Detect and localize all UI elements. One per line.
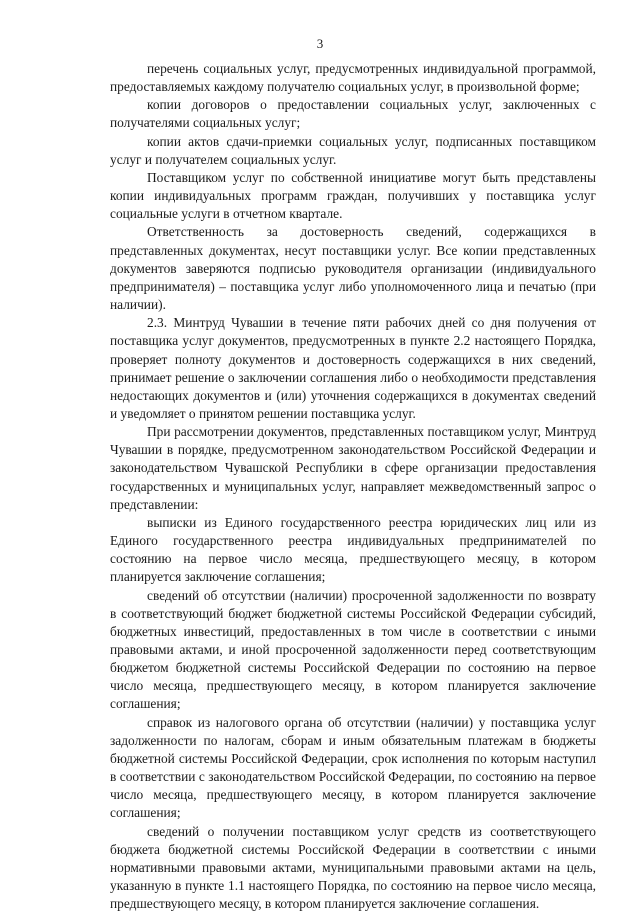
document-body xyxy=(110,60,596,913)
paragraph: справок из налогового органа об отсутствии (наличии) у поставщика услуг задолженности по налогам, сборам и иным обязательным платежам в бюджеты бюджетной системы Российской Федерации, срок исполнения по которым наступил в соответствии с законодательством Российской Федерации, по состоянию на первое число месяца, предшествующего месяцу, в котором планируется заключение соглашения; xyxy=(110,714,596,821)
page-number: 3 xyxy=(316,36,324,51)
paragraph: копии договоров о предоставлении социальных услуг, заключенных с получателями социальных услуг; xyxy=(110,97,596,131)
paragraph: При рассмотрении документов, представленных поставщиком услуг, Минтруд Чувашии в порядке, предусмотренном законодательством Российской Федерации и законодательством Чувашской Республики в сфере организации предоставления государственных и муниципальных услуг, направляет межведомственный запрос о представлении: xyxy=(110,424,596,512)
paragraph: Поставщиком услуг по собственной инициативе могут быть представлены копии индивидуальных программ граждан, получивших у поставщика услуг социальные услуги в отчетном квартале. xyxy=(110,169,596,222)
paragraph: Ответственность за достоверность сведений, содержащихся в представленных документах, несут поставщики услуг. Все копии представленных документов заверяются подписью руководителя организации (индивидуального предпринимателя) – поставщика услуг либо уполномоченного лица и печатью (при наличии). xyxy=(110,224,596,313)
paragraph: сведений об отсутствии (наличии) просроченной задолженности по возврату в соответствующий бюджет бюджетной системы Российской Федерации субсидий, бюджетных инвестиций, предоставленных в том числе в соответствии с иными правовыми актами, и иной просроченной задолженности перед соответствующим бюджетом бюджетной системы Российской Федерации по состоянию на первое число месяца, предшествующего месяцу, в котором планируется заключение соглашения; xyxy=(110,587,596,712)
paragraph: перечень социальных услуг, предусмотренных индивидуальной программой, предоставляемых каждому получателю социальных услуг, в произвольной форме; xyxy=(110,61,596,95)
paragraph: выписки из Единого государственного реестра юридических лиц или из Единого государственного реестра индивидуальных предпринимателей по состоянию на первое число месяца, предшествующего месяцу, в котором планируется заключение соглашения; xyxy=(110,514,596,585)
paragraph: сведений о получении поставщиком услуг средств из соответствующего бюджета бюджетной системы Российской Федерации в соответствии с иными нормативными правовыми актами, муниципальными правовыми актами на цель, указанную в пункте 1.1 настоящего Порядка, по состоянию на первое число месяца, предшествующего месяцу, в котором планируется заключение соглашения. xyxy=(110,823,596,912)
paragraph: копии актов сдачи-приемки социальных услуг, подписанных поставщиком услуг и получателем социальных услуг. xyxy=(110,133,596,167)
paragraph: 2.3. Минтруд Чувашии в течение пяти рабочих дней со дня получения от поставщика услуг документов, предусмотренных в пункте 2.2 настоящего Порядка, проверяет полноту документов и достоверность содержащихся в них сведений, принимает решение о заключении соглашения либо о необходимости представления недостающих документов и (или) уточнения содержащихся в документах сведений и уведомляет о принятом решении поставщика услуг. xyxy=(110,315,596,421)
